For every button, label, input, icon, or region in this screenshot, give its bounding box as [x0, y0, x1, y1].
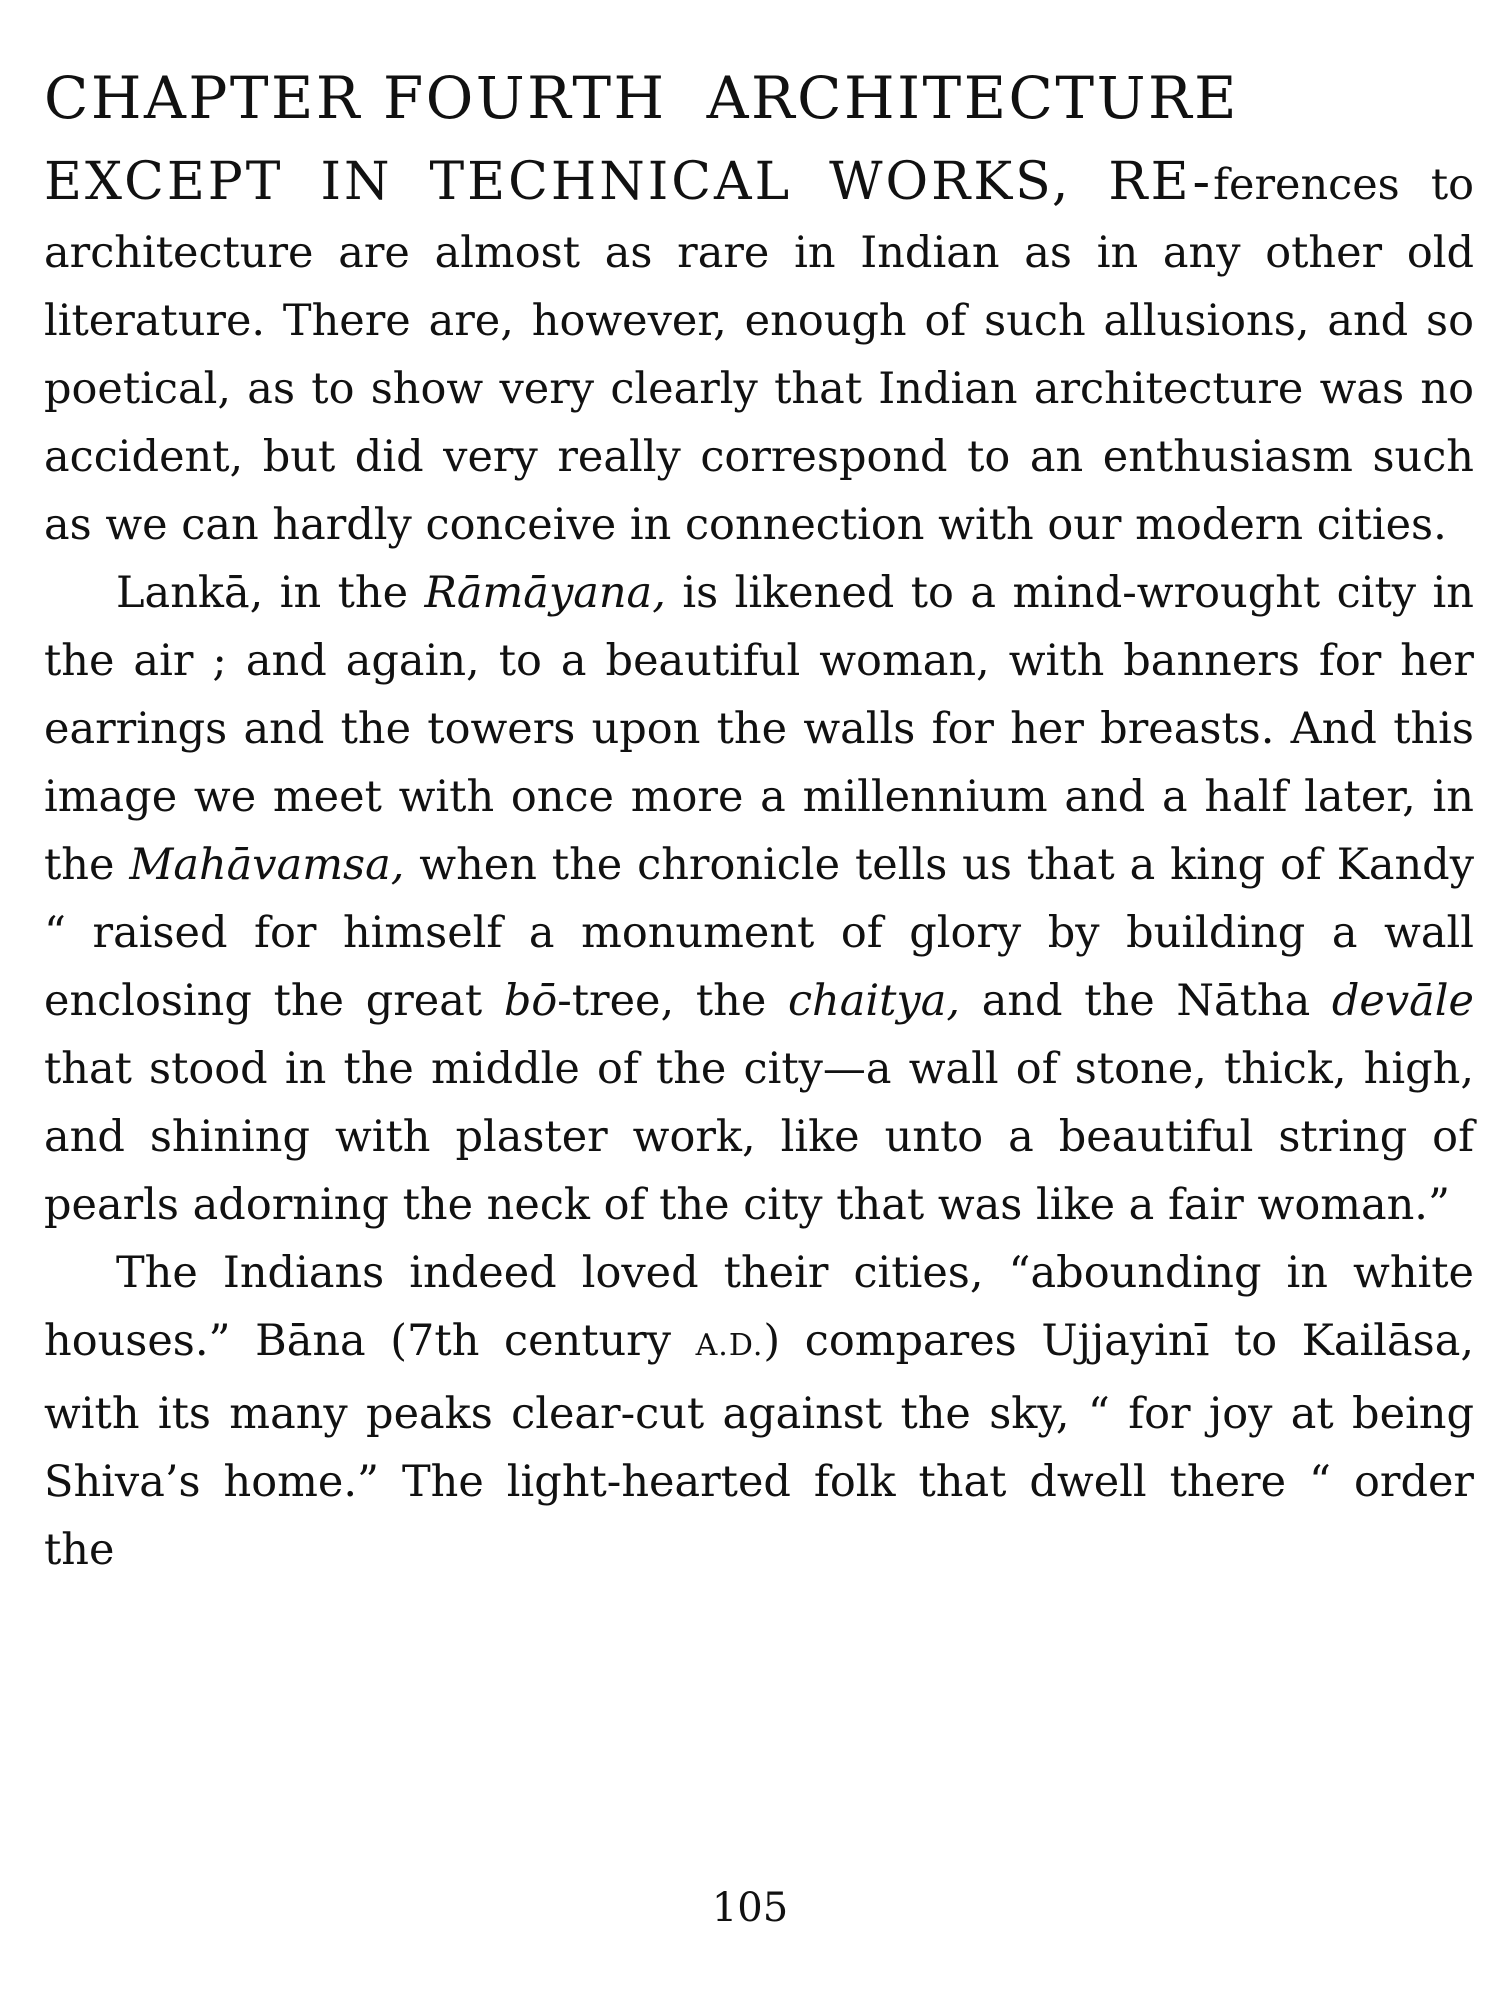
page-body	[44, 62, 1474, 1584]
paragraph-2-text-a: Lankā, in the	[116, 568, 425, 618]
chapter-heading	[44, 62, 1474, 134]
paragraph-2-text-c: when the chronicle tells us that a king of Kandy “ raised for himself a monument of glory by building a wall enclosing the great	[44, 840, 1474, 1026]
chaitya-term: chaitya,	[787, 976, 961, 1026]
paragraph-2-text-b: is likened to a mind-wrought city in the air ; and again, to a beautiful woman, with banners for her earrings and the towers upon the walls for her breasts. And this image we meet with once more a millennium and a half later, in the	[44, 568, 1474, 890]
page-number: 105	[711, 1885, 789, 1931]
paragraph-3	[44, 1239, 1474, 1584]
devale-term: devāle	[1331, 976, 1475, 1026]
bo-term: bō	[503, 976, 558, 1026]
paragraph-1-lead: EXCEPT IN TECHNICAL WORKS, RE-	[44, 152, 1214, 212]
paragraph-2	[44, 559, 1474, 1239]
paragraph-3-text-b: ) compares Ujjayinī to Kailāsa, with its many peaks clear-cut against the sky, “ for joy at being Shiva’s home.” The light-hearted folk that dwell there “ order the	[44, 1316, 1475, 1575]
paragraph-2-text-f: that stood in the middle of the city—a wall of stone, thick, high, and shining with plaster work, like unto a beautiful string of pearls adorning the neck of the city that was like a fair woman.”	[44, 1044, 1474, 1230]
chapter-label: CHAPTER FOURTH	[44, 64, 667, 132]
ad-abbrev: A.D.	[695, 1328, 764, 1363]
paragraph-3-text-a: The Indians indeed loved their cities, “abounding in white houses.” Bāna (7th century	[44, 1248, 1474, 1366]
paragraph-2-text-d: -tree, the	[557, 976, 788, 1026]
ramayana-title: Rāmāyana,	[424, 568, 666, 618]
paragraph-1-text: ferences to architecture are almost as rare in Indian as in any other old literature. There are, however, enough of such allusions, and so poetical, as to show very clearly that Indian architecture was no accident, but did very really correspond to an enthusiasm such as we can hardly conceive in connection with our modern cities.	[44, 160, 1474, 550]
paragraph-2-text-e: and the Nātha	[960, 976, 1332, 1026]
chapter-title: ARCHITECTURE	[706, 64, 1239, 132]
paragraph-1	[44, 148, 1474, 559]
mahavamsa-title: Mahāvamsa,	[129, 840, 405, 890]
